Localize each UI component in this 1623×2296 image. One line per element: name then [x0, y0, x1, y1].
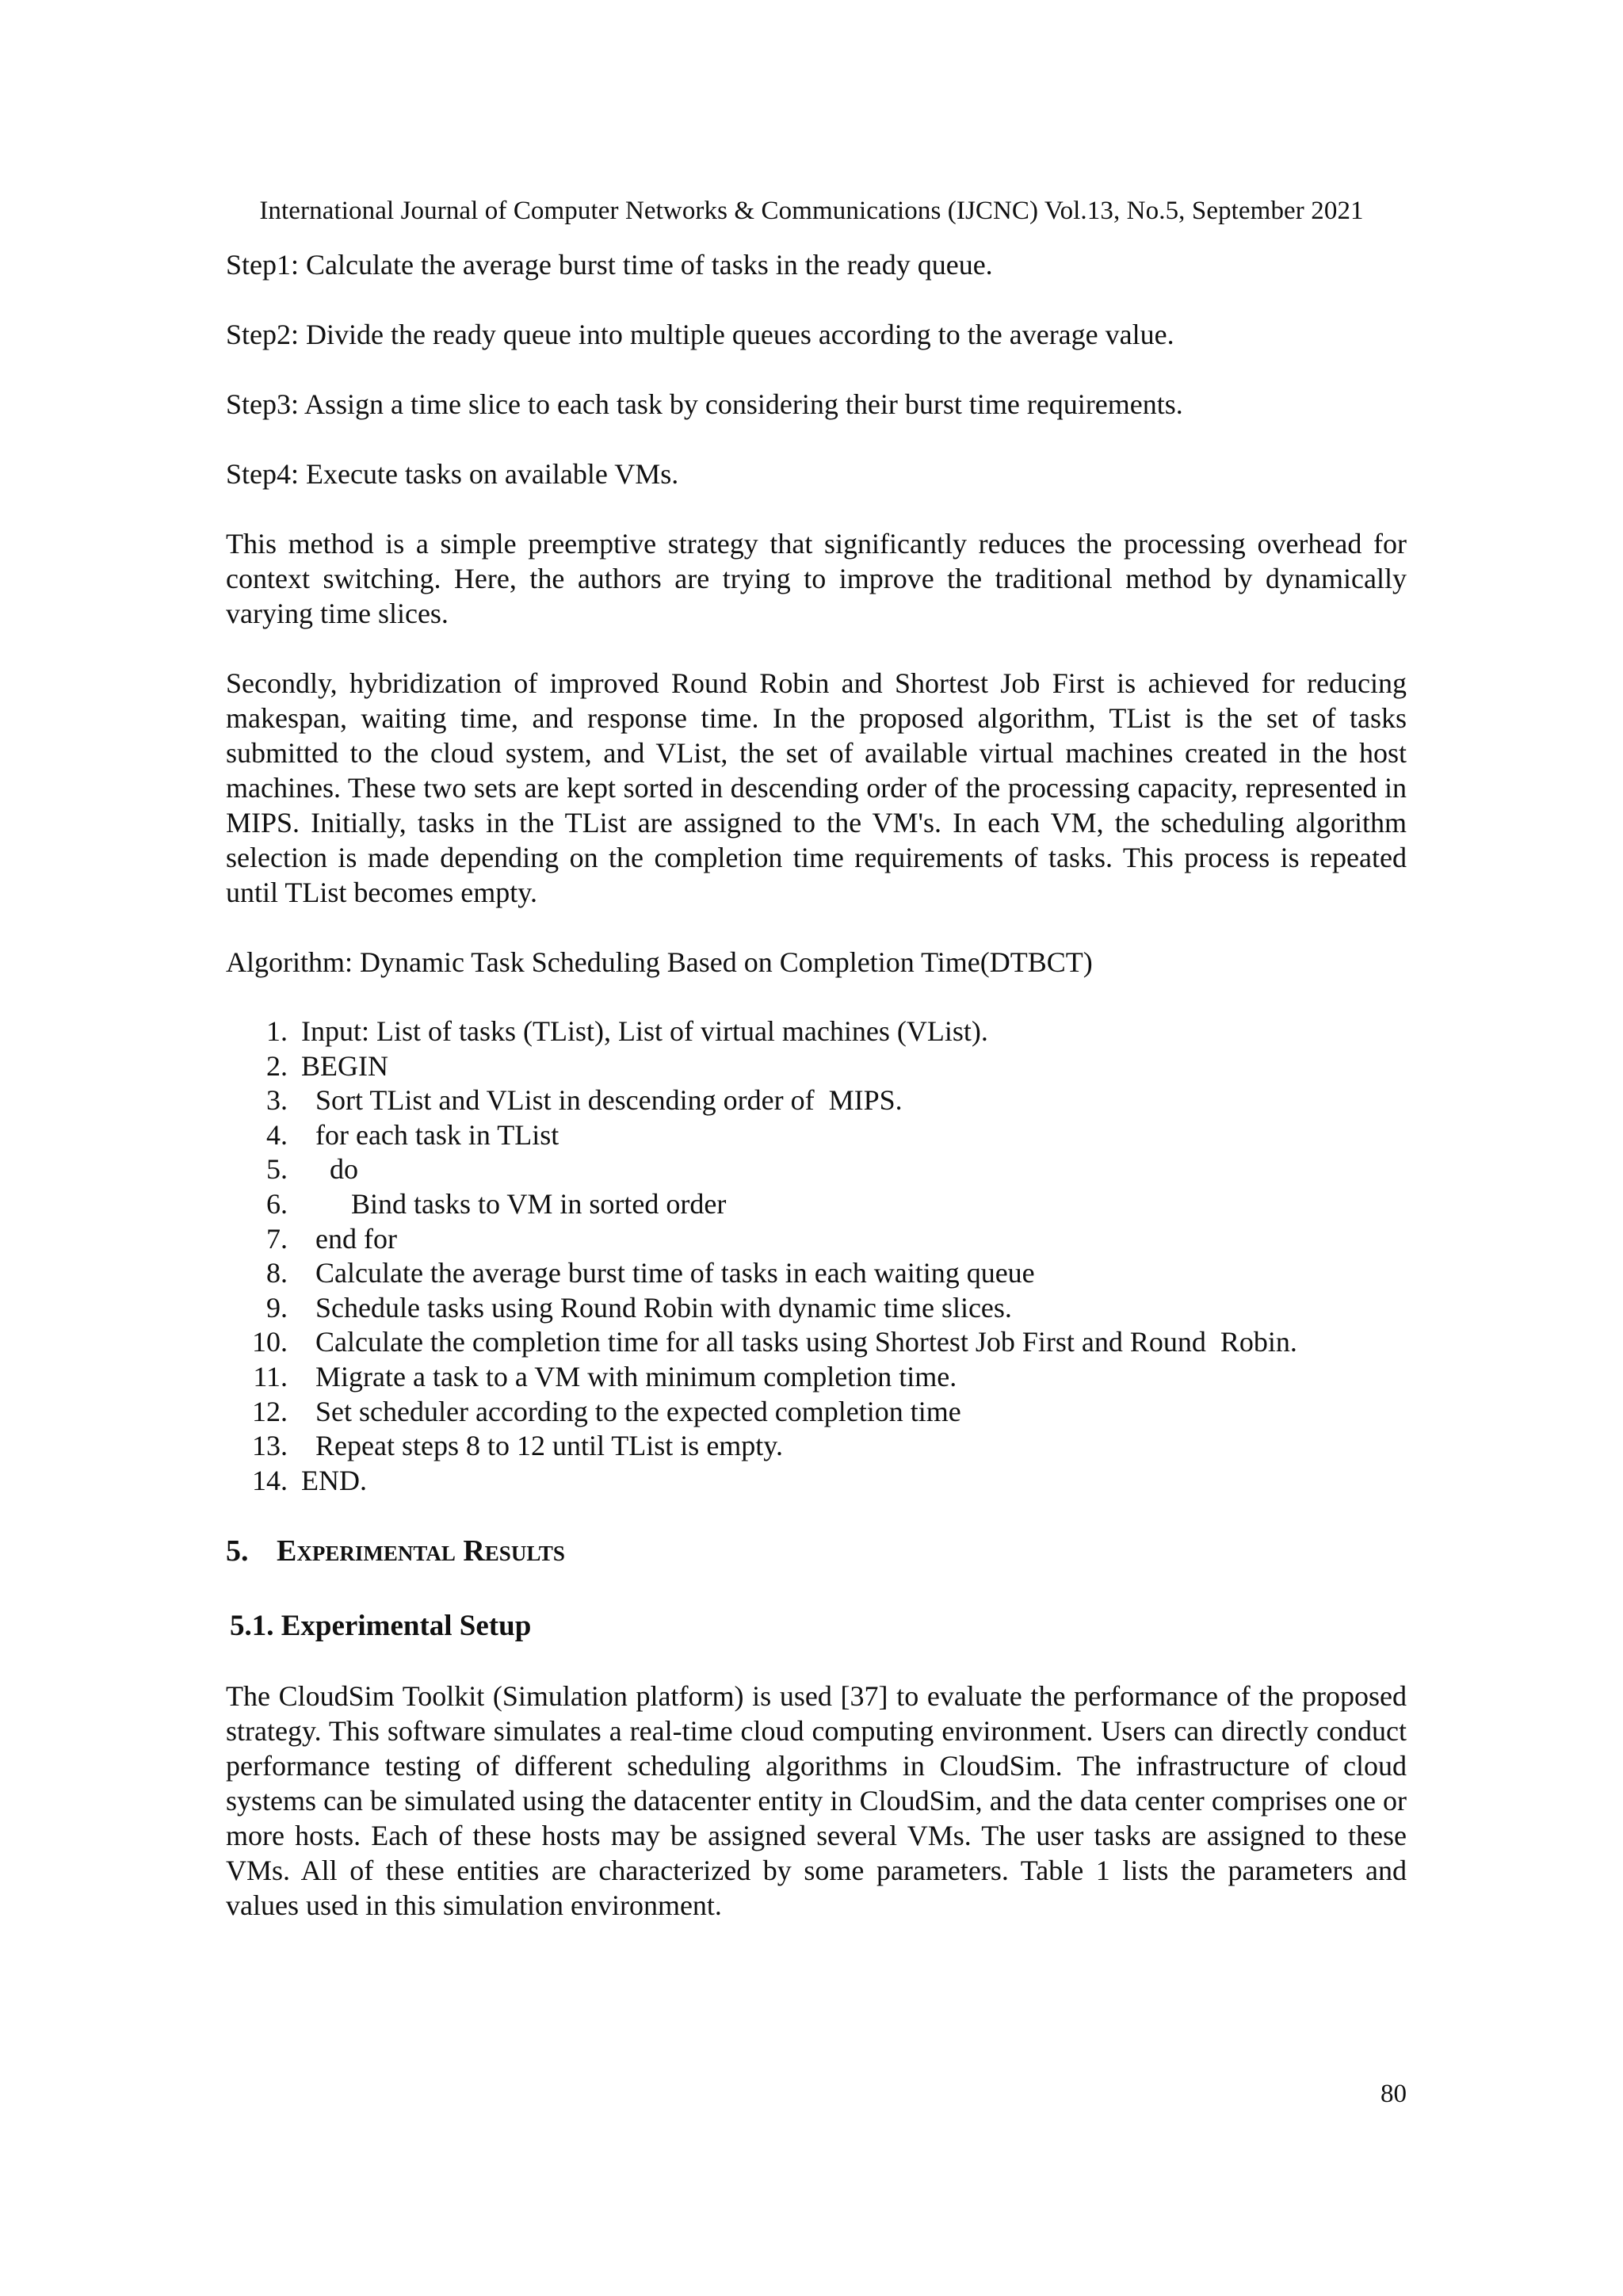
- algorithm-line: [226, 1222, 1407, 1257]
- page-number: 80: [1381, 2080, 1407, 2108]
- algorithm-line: [226, 1291, 1407, 1326]
- line-text: Bind tasks to VM in sorted order: [301, 1187, 727, 1220]
- subsection-heading: 5.1. Experimental Setup: [230, 1610, 532, 1643]
- line-text: Set scheduler according to the expected completion time: [301, 1395, 961, 1427]
- line-number: 13.: [252, 1430, 288, 1462]
- algorithm-line: [226, 1049, 1407, 1084]
- line-text: Sort TList and VList in descending order of MIPS.: [301, 1084, 903, 1117]
- section-heading: [226, 1531, 1407, 1571]
- step-3: Step3: Assign a time slice to each task by considering their burst time requirements.: [226, 388, 1183, 420]
- paragraph-setup: The CloudSim Toolkit (Simulation platform) is used [37] to evaluate the performance of the proposed strategy. This software simulates a real-time cloud computing environment. Users can directly conduct performance testing of different scheduling algorithms in CloudSim. The infrastructure of cloud systems can be simulated using the datacenter entity in CloudSim, and the data center comprises one or more hosts. Each of these hosts may be assigned several VMs. The user tasks are assigned to these VMs. All of these entities are characterized by some parameters. Table 1 lists the parameters and values used in this simulation environment.: [226, 1680, 1407, 1922]
- algorithm-list: [226, 1014, 1407, 1498]
- algorithm-line: [226, 1429, 1407, 1464]
- paragraph-hybridization: Secondly, hybridization of improved Round Robin and Shortest Job First is achieved for reducing makespan, waiting time, and response time. In the proposed algorithm, TList is the set of tasks submitted to the cloud system, and VList, the set of available virtual machines created in the host machines. These two sets are kept sorted in descending order of the processing capacity, represented in MIPS. Initially, tasks in the TList are assigned to the VM's. In each VM, the scheduling algorithm selection is made depending on the completion time requirements of tasks. This process is repeated until TList becomes empty.: [226, 667, 1407, 908]
- line-number: 11.: [253, 1360, 288, 1392]
- paragraph-method: This method is a simple preemptive strategy that significantly reduces the processing overhead for context switching. Here, the authors are trying to improve the traditional method by dynamically varying time slices.: [226, 528, 1407, 629]
- line-text: Input: List of tasks (TList), List of virtual machines (VList).: [301, 1015, 988, 1047]
- line-number: 3.: [266, 1084, 288, 1117]
- line-text: Calculate the completion time for all tasks using Shortest Job First and Round Robin.: [301, 1326, 1297, 1358]
- step-2: Step2: Divide the ready queue into multiple queues according to the average value.: [226, 319, 1174, 350]
- line-text: for each task in TList: [301, 1118, 559, 1151]
- algorithm-line: [226, 1152, 1407, 1187]
- line-text: Migrate a task to a VM with minimum completion time.: [301, 1360, 957, 1392]
- line-number: 12.: [252, 1395, 288, 1427]
- algorithm-line: [226, 1360, 1407, 1395]
- algorithm-line: [226, 1118, 1407, 1153]
- algorithm-title: Algorithm: Dynamic Task Scheduling Based on Completion Time(DTBCT): [226, 946, 1093, 978]
- line-text: END.: [301, 1464, 367, 1496]
- journal-header: International Journal of Computer Networks & Communications (IJCNC) Vol.13, No.5, September 2021: [259, 197, 1364, 225]
- line-number: 14.: [252, 1464, 288, 1496]
- step-1: Step1: Calculate the average burst time of tasks in the ready queue.: [226, 249, 993, 281]
- algorithm-line: [226, 1083, 1407, 1118]
- line-number: 7.: [266, 1222, 288, 1255]
- step-4: Step4: Execute tasks on available VMs.: [226, 458, 679, 490]
- algorithm-line: [226, 1187, 1407, 1222]
- algorithm-line: [226, 1325, 1407, 1360]
- line-number: 1.: [266, 1015, 288, 1047]
- line-number: 9.: [266, 1291, 288, 1324]
- line-number: 10.: [252, 1326, 288, 1358]
- line-text: BEGIN: [301, 1049, 388, 1082]
- line-number: 8.: [266, 1257, 288, 1289]
- line-number: 2.: [266, 1049, 288, 1082]
- section-title: Experimental Results: [277, 1534, 565, 1568]
- algorithm-line: [226, 1395, 1407, 1430]
- line-text: end for: [301, 1222, 397, 1255]
- line-text: Schedule tasks using Round Robin with dynamic time slices.: [301, 1291, 1012, 1324]
- algorithm-line: [226, 1256, 1407, 1291]
- page-body: [226, 247, 1407, 1958]
- line-text: Repeat steps 8 to 12 until TList is empty.: [301, 1430, 783, 1462]
- line-number: 5.: [266, 1153, 288, 1186]
- section-number: 5.: [226, 1534, 249, 1568]
- line-number: 6.: [266, 1187, 288, 1220]
- algorithm-line: [226, 1464, 1407, 1499]
- line-text: Calculate the average burst time of tasks in each waiting queue: [301, 1257, 1035, 1289]
- line-number: 4.: [266, 1118, 288, 1151]
- algorithm-line: [226, 1014, 1407, 1049]
- line-text: do: [301, 1153, 358, 1186]
